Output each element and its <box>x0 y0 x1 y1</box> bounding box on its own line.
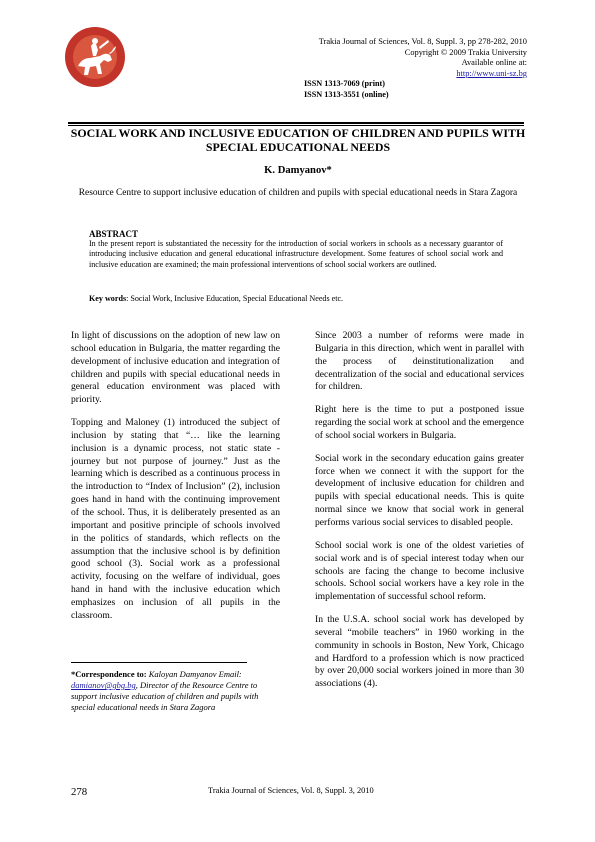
issn-block <box>304 79 389 100</box>
footnote-label: *Correspondence to: <box>71 669 147 679</box>
footnote-details: , Director of the Resource Centre to support inclusive education of children and pupils with special educational needs in Stara Zagora <box>71 680 259 713</box>
keywords <box>89 294 503 305</box>
issn-online: ISSN 1313-3551 (online) <box>304 89 389 99</box>
author-affiliation: Resource Centre to support inclusive education of children and pupils with special educational needs in Stara Zagora <box>78 188 518 198</box>
journal-citation: Trakia Journal of Sciences, Vol. 8, Suppl. 3, pp 278-282, 2010 <box>318 37 527 46</box>
left-column <box>71 330 280 633</box>
body-paragraph: Topping and Maloney (1) introduced the subject of inclusion by stating that “… like the learning inclusion is a dynamic process, not static state - journey but not purpose of journey.” Just as the learning which is described as a continuous process in the introduction to “Index of Inclusion” (2), inclusion goes hand in hand with the continuing improvement of the school. Thus, it is deliberately presented as an important and positive principle of schools involved in the politics of standards, which reflects on the assumption that the inclusive school is by definition good school (3). Social work as a professional activity, focusing on the welfare of individual, goes hand in hand with the inclusive education which emphasizes on inclusion of all pupils in the classroom. <box>71 417 280 621</box>
body-paragraph: School social work is one of the oldest varieties of social work and is of special interest today when our schools are facing the change to become inclusive schools. School social workers have a key role in the implementation of successful school reform. <box>315 539 524 603</box>
correspondence-footnote <box>71 669 280 713</box>
body-paragraph: Social work in the secondary education gains greater force when we connect it with the support for the development of inclusive education for children and pupils with special educational needs. This is quite normal since we know that social work in general performs various social services to disabled people. <box>315 452 524 528</box>
header-rule-thick <box>68 122 524 124</box>
abstract-text: In the present report is substantiated the necessity for the introduction of social workers in schools as a necessary guarantor of introducing inclusive education and general educational infrastructure development. Some features of school social work and inclusive education are examined; the main professional interventions of school social workers are outlined. <box>89 239 503 269</box>
issn-print: ISSN 1313-7069 (print) <box>304 79 385 88</box>
body-paragraph: Since 2003 a number of reforms were made in Bulgaria in this direction, which went in parallel with the process of deinstitutionalization and decentralization of the social and educational services for children. <box>315 330 524 393</box>
copyright-line: Copyright © 2009 Trakia University <box>404 47 527 57</box>
keywords-text: : Social Work, Inclusive Education, Special Educational Needs etc. <box>126 294 344 303</box>
journal-header <box>227 37 527 79</box>
article-author: K. Damyanov* <box>264 165 332 176</box>
right-column <box>315 330 524 701</box>
available-online: Available online at: <box>461 58 527 68</box>
article-title: SOCIAL WORK AND INCLUSIVE EDUCATION OF CHILDREN AND PUPILS WITH SPECIAL EDUCATIONAL NEEDS <box>70 126 526 154</box>
page-number: 278 <box>71 786 88 798</box>
footer-journal: Trakia Journal of Sciences, Vol. 8, Suppl. 3, 2010 <box>208 786 374 795</box>
trakia-university-logo <box>60 22 130 92</box>
body-paragraph: In light of discussions on the adoption of new law on school education in Bulgaria, the matter regarding the development of inclusive education and integration of children and pupils with special educational needs in general education environment was placed with priority. <box>71 330 280 406</box>
footnote-name: Kaloyan Damyanov Email: <box>146 669 242 679</box>
footnote-rule <box>71 662 247 663</box>
body-paragraph: In the U.S.A. school social work has developed by several “mobile teachers” in 1960 working in the community in schools in Boston, New York, Chicago and Hardford to a profession which is now practiced by over 20,000 social workers joined in more than 30 associations (4). <box>315 614 524 690</box>
footnote-email-link[interactable]: damianov@gbg.bg <box>71 680 136 691</box>
body-paragraph: Right here is the time to put a postponed issue regarding the social work at school and the emergence of school social workers in Bulgaria. <box>315 404 524 441</box>
abstract-heading: ABSTRACT <box>89 229 139 239</box>
journal-url-link[interactable]: http://www.uni-sz.bg <box>456 68 527 78</box>
keywords-label: Key words <box>89 294 127 303</box>
